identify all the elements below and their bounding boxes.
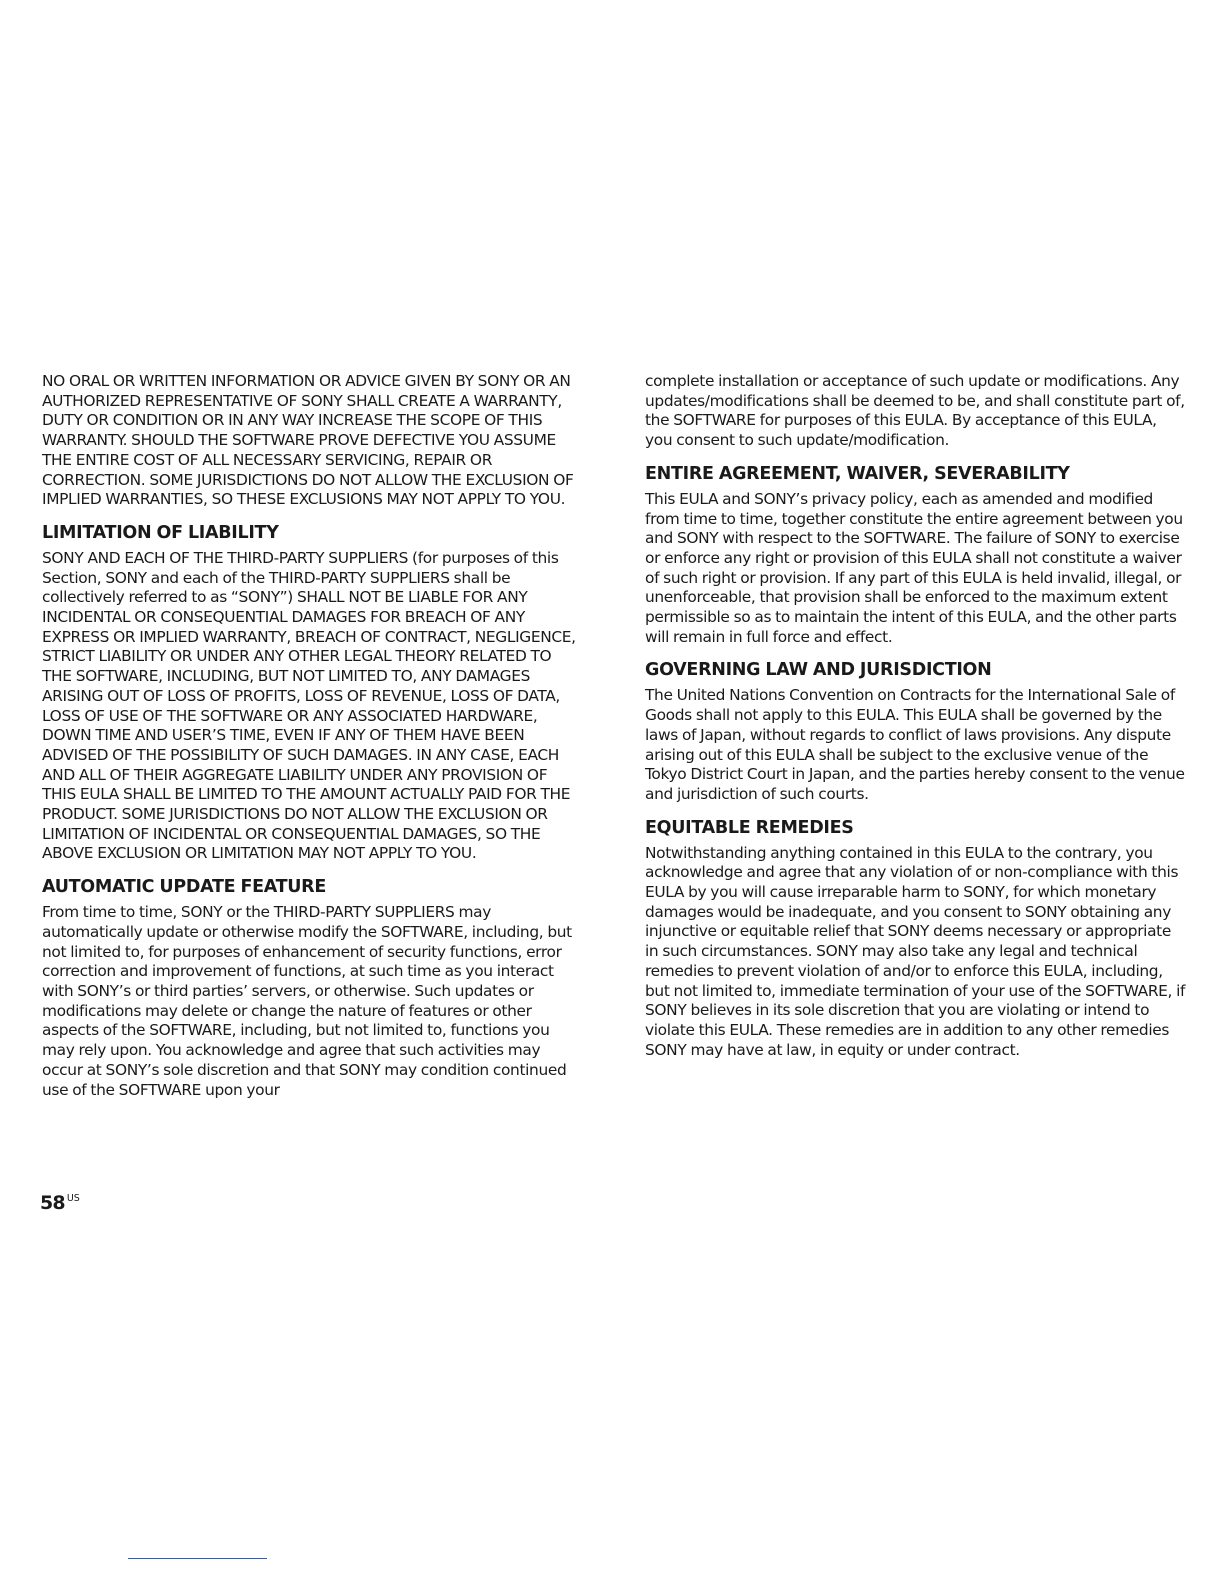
limitation-of-liability-text: SONY AND EACH OF THE THIRD-PARTY SUPPLIERS (for purposes of this Section, SONY and each of the THIRD-PARTY SUPPLIERS shall be collectively referred to as “SONY”) SHALL NOT BE LIABLE FOR ANY INCIDENTAL OR CONSEQUENTIAL DAMAGES FOR BREACH OF ANY EXPRESS OR IMPLIED WARRANTY, BREACH OF CONTRACT, NEGLIGENCE, STRICT LIABILITY OR UNDER ANY OTHER LEGAL THEORY RELATED TO THE SOFTWARE, INCLUDING, BUT NOT LIMITED TO, ANY DAMAGES ARISING OUT OF LOSS OF PROFITS, LOSS OF REVENUE, LOSS OF DATA, LOSS OF USE OF THE SOFTWARE OR ANY ASSOCIATED HARDWARE, DOWN TIME AND USER’S TIME, EVEN IF ANY OF THEM HAVE BEEN ADVISED OF THE POSSIBILITY OF SUCH DAMAGES. IN ANY CASE, EACH AND ALL OF THEIR AGGREGATE LIABILITY UNDER ANY PROVISION OF THIS EULA SHALL BE LIMITED TO THE AMOUNT ACTUALLY PAID FOR THE PRODUCT. SOME JURISDICTIONS DO NOT ALLOW THE EXCLUSION OR LIMITATION OF INCIDENTAL OR CONSEQUENTIAL DAMAGES, SO THE ABOVE EXCLUSION OR LIMITATION MAY NOT APPLY TO YOU. xyxy=(42,548,576,863)
governing-law-text: The United Nations Convention on Contracts for the International Sale of Goods shall not apply to this EULA. This EULA shall be governed by the laws of Japan, without regards to conflict of laws provisions. Any dispute arising out of this EULA shall be subject to the exclusive venue of the Tokyo District Court in Japan, and the parties hereby consent to the venue and jurisdiction of such courts. xyxy=(645,686,1185,803)
page-number xyxy=(40,1188,80,1214)
heading-governing-law: GOVERNING LAW AND JURISDICTION xyxy=(645,660,992,681)
entire-agreement-text: This EULA and SONY’s privacy policy, each as amended and modified from time to time, together constitute the entire agreement between you and SONY with respect to the SOFTWARE. The failure of SONY to exercise or enforce any right or provision of this EULA shall not constitute a waiver of such right or provision. If any part of this EULA is held invalid, illegal, or unenforceable, that provision shall be enforced to the maximum extent permissible so as to maintain the intent of this EULA, and the other parts will remain in full force and effect. xyxy=(645,489,1183,646)
automatic-update-feature-text: From time to time, SONY or the THIRD-PARTY SUPPLIERS may automatically update or otherwise modify the SOFTWARE, including, but not limited to, for purposes of enhancement of security functions, error correction and improvement of functions, at such time as you interact with SONY’s or third parties’ servers, or otherwise. Such updates or modifications may delete or change the nature of features or other aspects of the SOFTWARE, including, but not limited to, functions you may rely upon. You acknowledge and agree that such activities may occur at SONY’s sole discretion and that SONY may condition continued use of the SOFTWARE upon your xyxy=(42,903,572,1099)
equitable-remedies-text: Notwithstanding anything contained in this EULA to the contrary, you acknowledge and agree that any violation of or non-compliance with this EULA by you will cause irreparable harm to SONY, for which monetary damages would be inadequate, and you consent to SONY obtaining any injunctive or equitable relief that SONY deems necessary or appropriate in such circumstances. SONY may also take any legal and technical remedies to prevent violation of and/or to enforce this EULA, including, but not limited to, immediate termination of your use of the SOFTWARE, if SONY believes in its sole discretion that you are violating or intend to violate this EULA. These remedies are in addition to any other remedies SONY may have at law, in equity or under contract. xyxy=(645,843,1186,1059)
right-column xyxy=(645,372,1186,1060)
intro-paragraph: NO ORAL OR WRITTEN INFORMATION OR ADVICE GIVEN BY SONY OR AN AUTHORIZED REPRESENTATIVE OF SONY SHALL CREATE A WARRANTY, DUTY OR CONDITION OR IN ANY WAY INCREASE THE SCOPE OF THIS WARRANTY. SHOULD THE SOFTWARE PROVE DEFECTIVE YOU ASSUME THE ENTIRE COST OF ALL NECESSARY SERVICING, REPAIR OR CORRECTION. SOME JURISDICTIONS DO NOT ALLOW THE EXCLUSION OF IMPLIED WARRANTIES, SO THESE EXCLUSIONS MAY NOT APPLY TO YOU. xyxy=(42,372,574,509)
heading-automatic-update-feature: AUTOMATIC UPDATE FEATURE xyxy=(42,877,327,898)
page-number-value: 58 xyxy=(40,1192,65,1214)
page-region-suffix: US xyxy=(66,1193,80,1204)
heading-entire-agreement: ENTIRE AGREEMENT, WAIVER, SEVERABILITY xyxy=(645,463,1070,484)
heading-equitable-remedies: EQUITABLE REMEDIES xyxy=(645,817,854,838)
left-column xyxy=(42,372,583,1100)
heading-limitation-of-liability: LIMITATION OF LIABILITY xyxy=(42,522,279,543)
continuation-paragraph: complete installation or acceptance of such update or modifications. Any updates/modifications shall be deemed to be, and shall constitute part of, the SOFTWARE for purposes of this EULA. By acceptance of this EULA, you consent to such update/modification. xyxy=(645,372,1185,450)
footer-rule xyxy=(128,1558,267,1559)
